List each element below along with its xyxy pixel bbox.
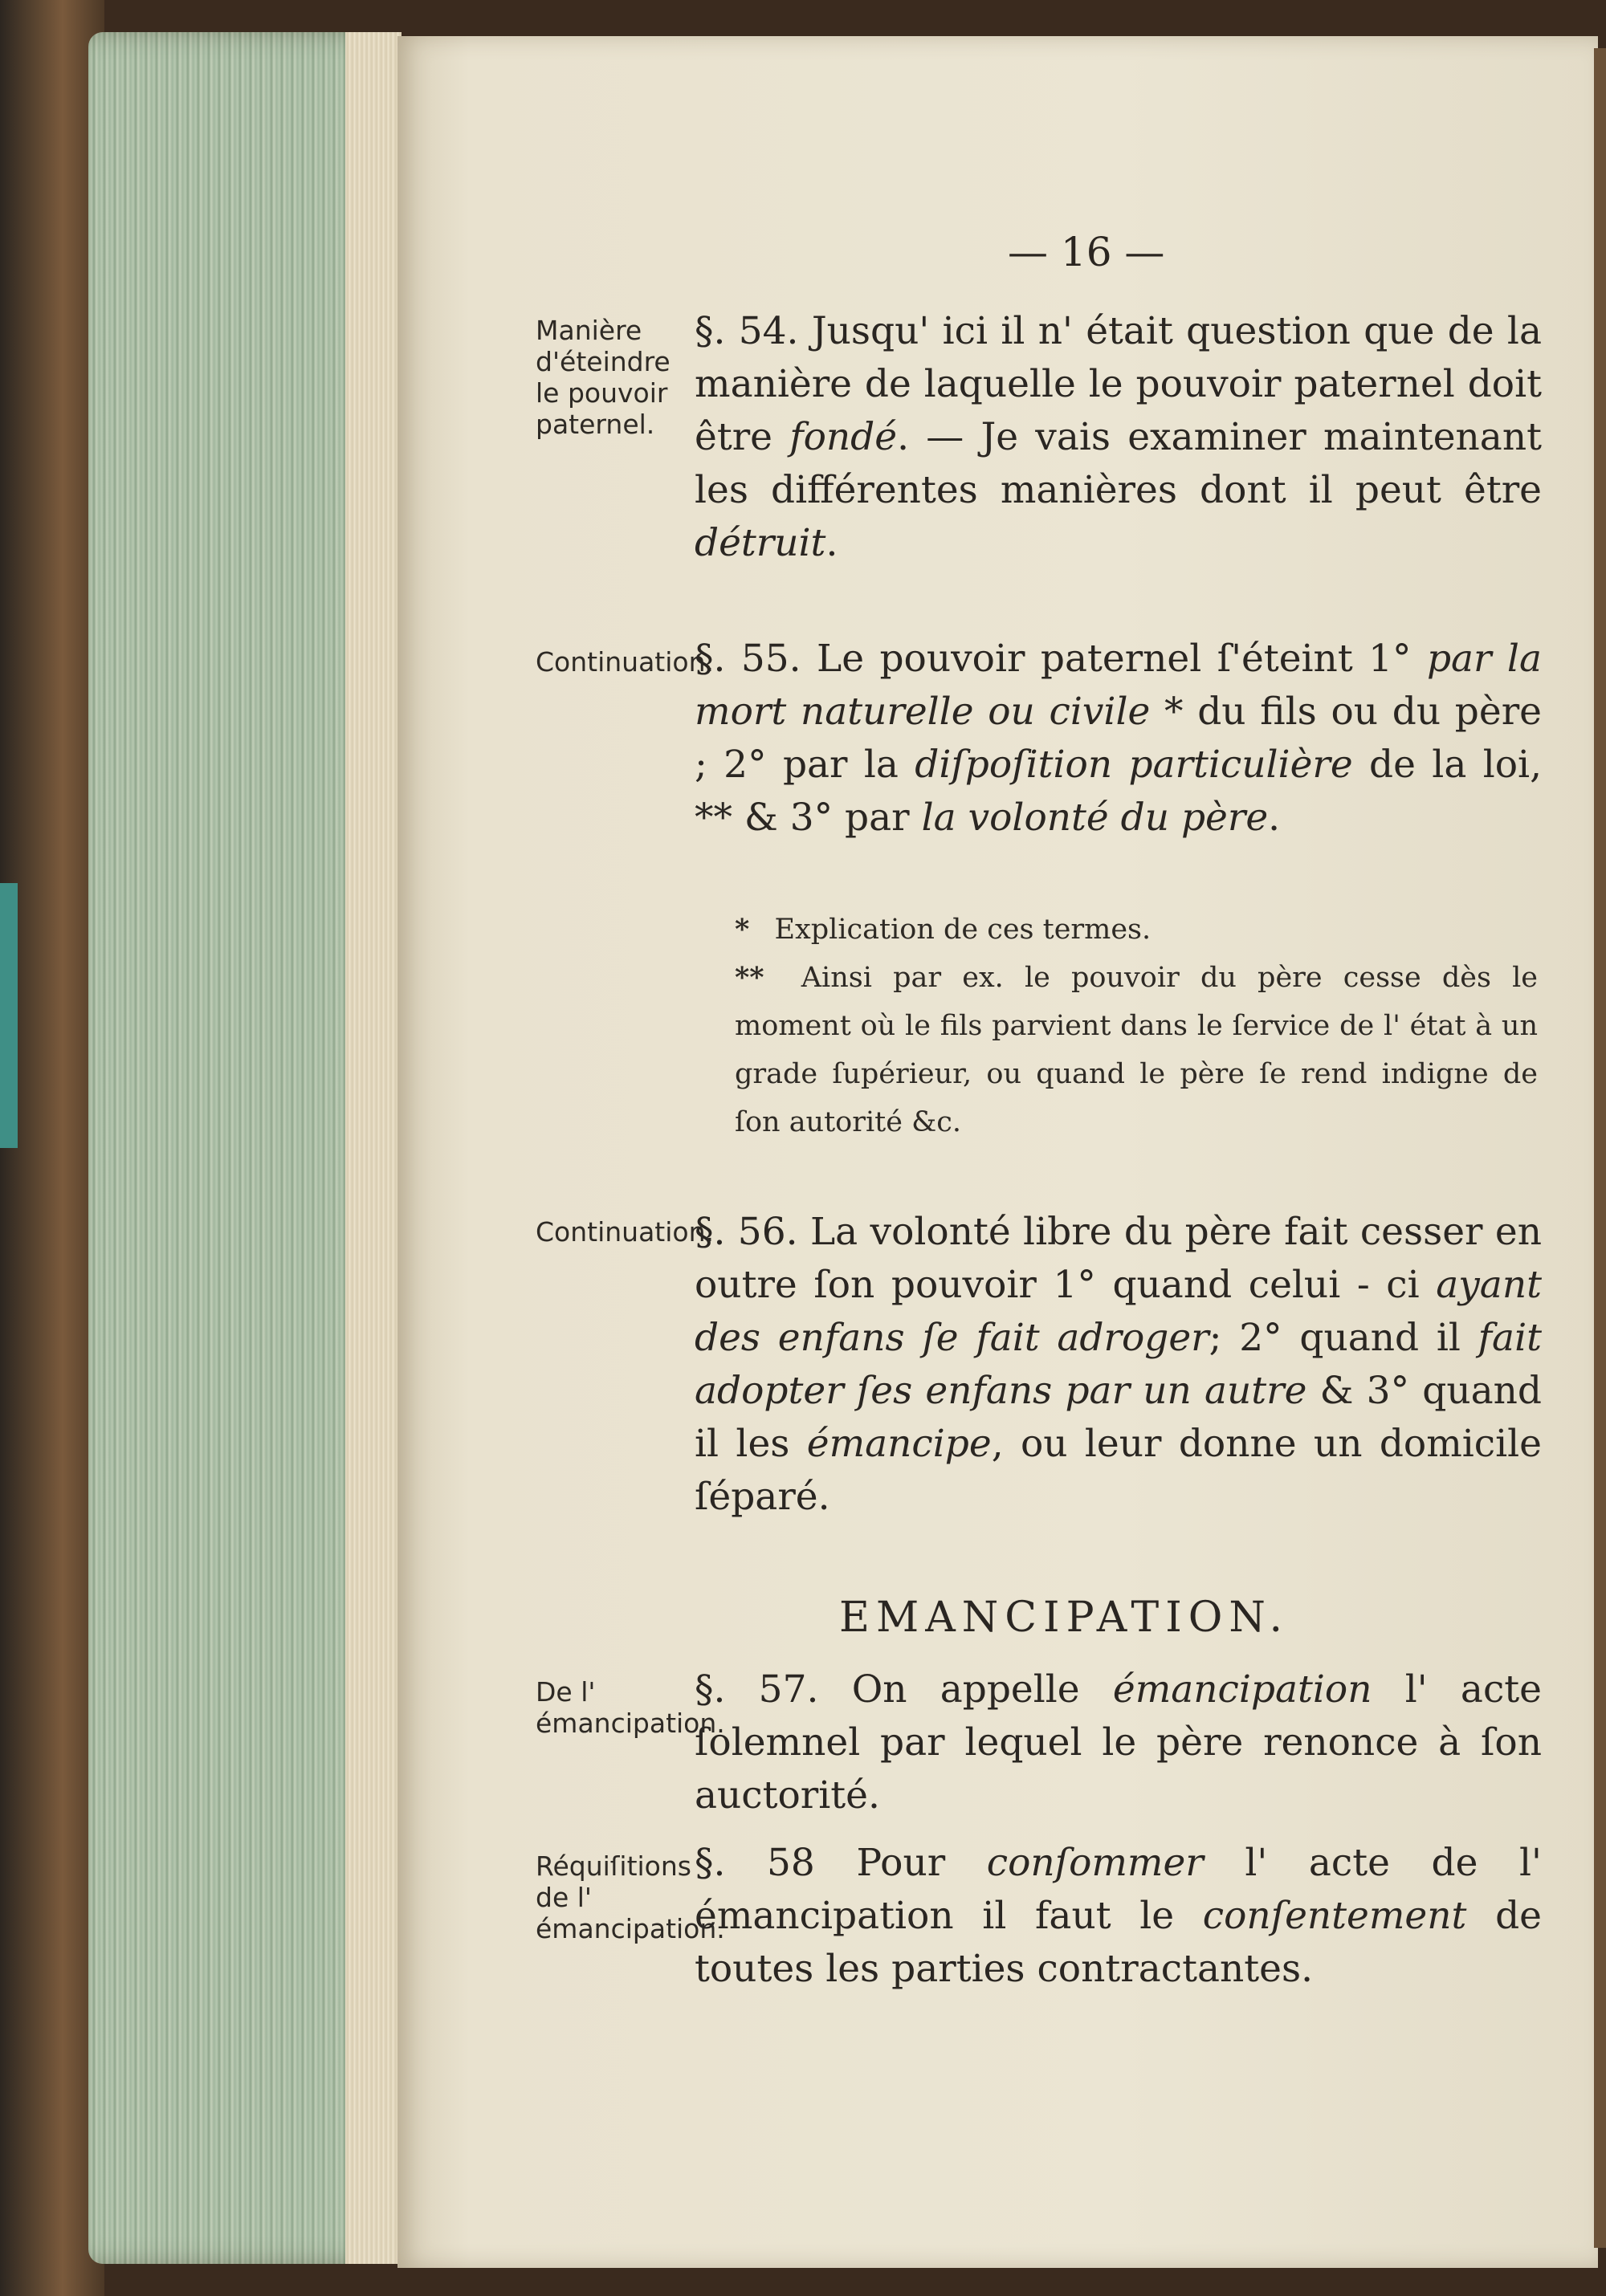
footnote-text-1: Explication de ces termes. bbox=[774, 914, 1152, 946]
section-number-54: §. 54. bbox=[695, 309, 799, 353]
paragraph-54 bbox=[695, 305, 1542, 570]
margin-note-56: Continuation. bbox=[536, 1216, 715, 1248]
page-number: — 16 — bbox=[1008, 229, 1165, 275]
section-text-58: Pour conſommer l' acte de l' émancipation il faut le conſentement de toutes les parties contractantes. bbox=[695, 1841, 1542, 1991]
margin-note-54: Manière d'éteindre le pouvoir paternel. bbox=[536, 315, 671, 440]
footnote-text-2: Ainsi par ex. le pouvoir du père cesse dès le moment où le fils parvient dans le ſervice de l' état à un grade ſupérieur, ou quand le père ſe rend indigne de ſon autorité &c. bbox=[735, 962, 1538, 1138]
book-cover-right bbox=[1594, 48, 1606, 2248]
paragraph-55 bbox=[695, 633, 1542, 845]
section-number-57: §. 57. bbox=[695, 1667, 819, 1712]
section-number-56: §. 56. bbox=[695, 1210, 798, 1254]
section-text-57: On appelle émancipation l' acte ſolemnel par lequel le père renonce à ſon auctorité. bbox=[695, 1667, 1542, 1818]
margin-note-58: Réquiſitions de l' émancipation. bbox=[536, 1850, 725, 1944]
paragraph-56 bbox=[695, 1206, 1542, 1524]
paragraph-57 bbox=[695, 1663, 1542, 1822]
footnote-1 bbox=[735, 906, 1538, 954]
footnote-mark-1: * bbox=[735, 913, 750, 946]
section-text-55: Le pouvoir paternel ſ'éteint 1° par la mort naturelle ou civile * du fils ou du père ; 2° par la diſpoſition particulière de la loi, ** & 3° par la volonté du père. bbox=[695, 637, 1543, 840]
section-heading: EMANCIPATION. bbox=[839, 1594, 1290, 1642]
section-number-55: §. 55. bbox=[695, 637, 801, 681]
paragraph-58 bbox=[695, 1837, 1542, 1996]
margin-note-55: Continuation. bbox=[536, 646, 715, 678]
page-edges-inner bbox=[345, 32, 402, 2264]
footnote-2 bbox=[735, 954, 1538, 1146]
section-text-56: La volonté libre du père fait cesser en outre ſon pouvoir 1° quand celui - ci ayant des enfans ſe fait adroger; 2° quand il fait adopter ſes enfans par un autre & 3° quand il les émancipe, ou leur donne un domicile ſéparé. bbox=[695, 1210, 1543, 1519]
bookmark-tab bbox=[0, 883, 18, 1148]
section-text-54: Jusqu' ici il n' était question que de la manière de laquelle le pouvoir paternel doit être fondé. — Je vais examiner maintenant les différentes manières dont il peut être détruit. bbox=[695, 309, 1542, 565]
footnote-mark-2: ** bbox=[735, 961, 764, 994]
section-number-58: §. 58 bbox=[695, 1841, 815, 1885]
margin-note-57: De l' émancipation. bbox=[536, 1676, 725, 1739]
